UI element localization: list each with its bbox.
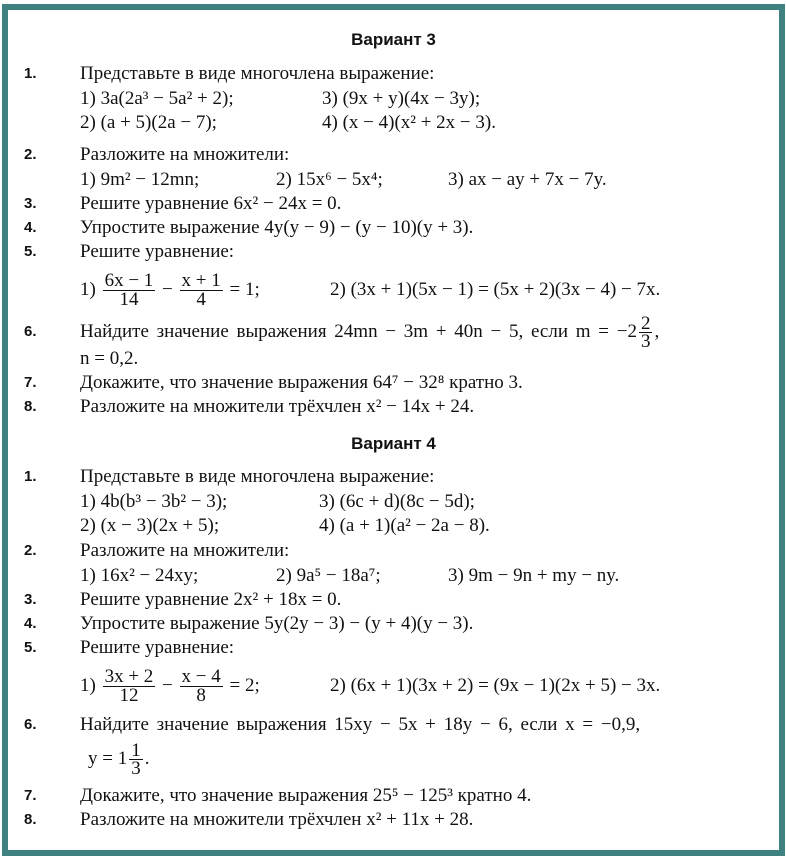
variant-4-task-7 (8, 784, 779, 808)
task-item: 1) 9m² − 12mn; (80, 169, 200, 190)
fraction-numerator: x − 4 (181, 666, 221, 688)
task-text-line2 (88, 736, 149, 782)
task-text: Докажите, что значение выражения 64⁷ − 32⁸ кратно 3. (80, 372, 523, 393)
equation-2: 2) (6x + 1)(3x + 2) = (9x − 1)(2x + 5) − 3x. (330, 675, 661, 696)
punctuation: , (654, 321, 660, 342)
fraction (180, 668, 223, 705)
task-text: Докажите, что значение выражения 25⁵ − 125³ кратно 4. (80, 785, 532, 806)
variant-4-task-4 (8, 612, 779, 636)
task-item: 3) (6c + d)(8c − 5d); (319, 491, 475, 512)
variant-3-task-7 (8, 371, 779, 395)
task-number: 3. (24, 591, 37, 608)
task-text: Упростите выражение 5y(2y − 3) − (y + 4)(y − 3). (80, 613, 474, 634)
variant-3-task-3 (8, 192, 779, 216)
variant-3-task-8 (8, 395, 779, 419)
task-number: 8. (24, 811, 37, 828)
variant-3-title: Вариант 3 (351, 30, 436, 49)
task-item: 2) 9a⁵ − 18a⁷; (276, 565, 381, 586)
task-item: 1) 3a(2a³ − 5a² + 2); (80, 88, 234, 109)
task-number: 3. (24, 195, 37, 212)
fraction-numerator: 2 (640, 313, 651, 335)
task-item: 4) (x − 4)(x² + 2x − 3). (322, 112, 496, 133)
equation-rhs: = 1; (229, 279, 260, 300)
task-text: Представьте в виде многочлена выражение: (80, 63, 435, 84)
punctuation: . (144, 748, 150, 769)
equation-1 (80, 663, 260, 709)
fraction-numerator: 3x + 2 (104, 666, 154, 688)
fraction-denominator: 8 (196, 685, 206, 707)
fraction-numerator: 1 (131, 740, 141, 762)
worksheet-frame (2, 4, 785, 856)
task-number: 2. (24, 542, 37, 559)
worksheet-page (8, 10, 779, 850)
equation-label: 1) (80, 675, 96, 696)
fraction (180, 272, 223, 309)
task-item: 3) ax − ay + 7x − 7y. (448, 169, 607, 190)
fraction (103, 272, 156, 309)
task-number: 5. (24, 243, 37, 260)
fraction-denominator: 4 (196, 289, 206, 311)
fraction-numerator: x + 1 (181, 270, 221, 292)
task-number: 6. (24, 323, 37, 340)
task-item: 2) 15x⁶ − 5x⁴; (276, 169, 383, 190)
fraction (639, 313, 653, 353)
fraction-denominator: 14 (119, 289, 139, 311)
task-item: 4) (a + 1)(a² − 2a − 8). (319, 515, 490, 536)
task-item: 1) 16x² − 24xy; (80, 565, 199, 586)
minus-sign: − (162, 279, 173, 300)
task-item: 2) (x − 3)(2x + 5); (80, 515, 220, 536)
variant-4-title: Вариант 4 (351, 434, 436, 453)
equation-label: 1) (80, 279, 96, 300)
task-text: Разложите на множители: (80, 540, 290, 561)
task-number: 2. (24, 146, 37, 163)
fraction (103, 668, 156, 705)
task-text-line2-prefix: y = 1 (88, 748, 128, 769)
task-text: Найдите значение выражения 15xy − 5x + 18y − 6, если x = −0,9, (80, 714, 641, 735)
task-text-main: Найдите значение выражения 24mn − 3m + 40n − 5, если m = −2 (80, 321, 637, 342)
variant-4-task-8 (8, 808, 779, 832)
task-number: 1. (24, 65, 37, 82)
task-item: 1) 4b(b³ − 3b² − 3); (80, 491, 228, 512)
task-text: Разложите на множители трёхчлен x² + 11x + 28. (80, 809, 474, 830)
task-number: 6. (24, 716, 37, 733)
equation-1 (80, 267, 260, 313)
task-text: Решите уравнение: (80, 637, 235, 658)
variant-4-task-3 (8, 588, 779, 612)
fraction-denominator: 3 (131, 758, 141, 780)
fraction-numerator: 6x − 1 (104, 270, 154, 292)
task-text: Решите уравнение 6x² − 24x = 0. (80, 193, 342, 214)
task-number: 5. (24, 639, 37, 656)
fraction (129, 740, 143, 780)
fraction-denominator: 12 (119, 685, 139, 707)
minus-sign: − (162, 675, 173, 696)
task-item: 3) 9m − 9n + my − ny. (448, 565, 620, 586)
task-number: 4. (24, 615, 37, 632)
variant-3-task-4 (8, 216, 779, 240)
fraction-denominator: 3 (640, 331, 651, 353)
task-text: Решите уравнение 2x² + 18x = 0. (80, 589, 342, 610)
task-text: Разложите на множители трёхчлен x² − 14x + 24. (80, 396, 475, 417)
task-text: Представьте в виде многочлена выражение: (80, 466, 435, 487)
task-item: 2) (a + 5)(2a − 7); (80, 112, 217, 133)
task-number: 4. (24, 219, 37, 236)
task-number: 8. (24, 398, 37, 415)
task-text-line2: n = 0,2. (80, 348, 139, 369)
task-number: 1. (24, 468, 37, 485)
task-item: 3) (9x + y)(4x − 3y); (322, 88, 481, 109)
task-number: 7. (24, 787, 37, 804)
equation-rhs: = 2; (229, 675, 260, 696)
task-text: Разложите на множители: (80, 144, 290, 165)
task-number: 7. (24, 374, 37, 391)
task-text: Решите уравнение: (80, 241, 235, 262)
equation-2: 2) (3x + 1)(5x − 1) = (5x + 2)(3x − 4) − 7x. (330, 279, 661, 300)
task-text: Упростите выражение 4y(y − 9) − (y − 10)(y + 3). (80, 217, 474, 238)
